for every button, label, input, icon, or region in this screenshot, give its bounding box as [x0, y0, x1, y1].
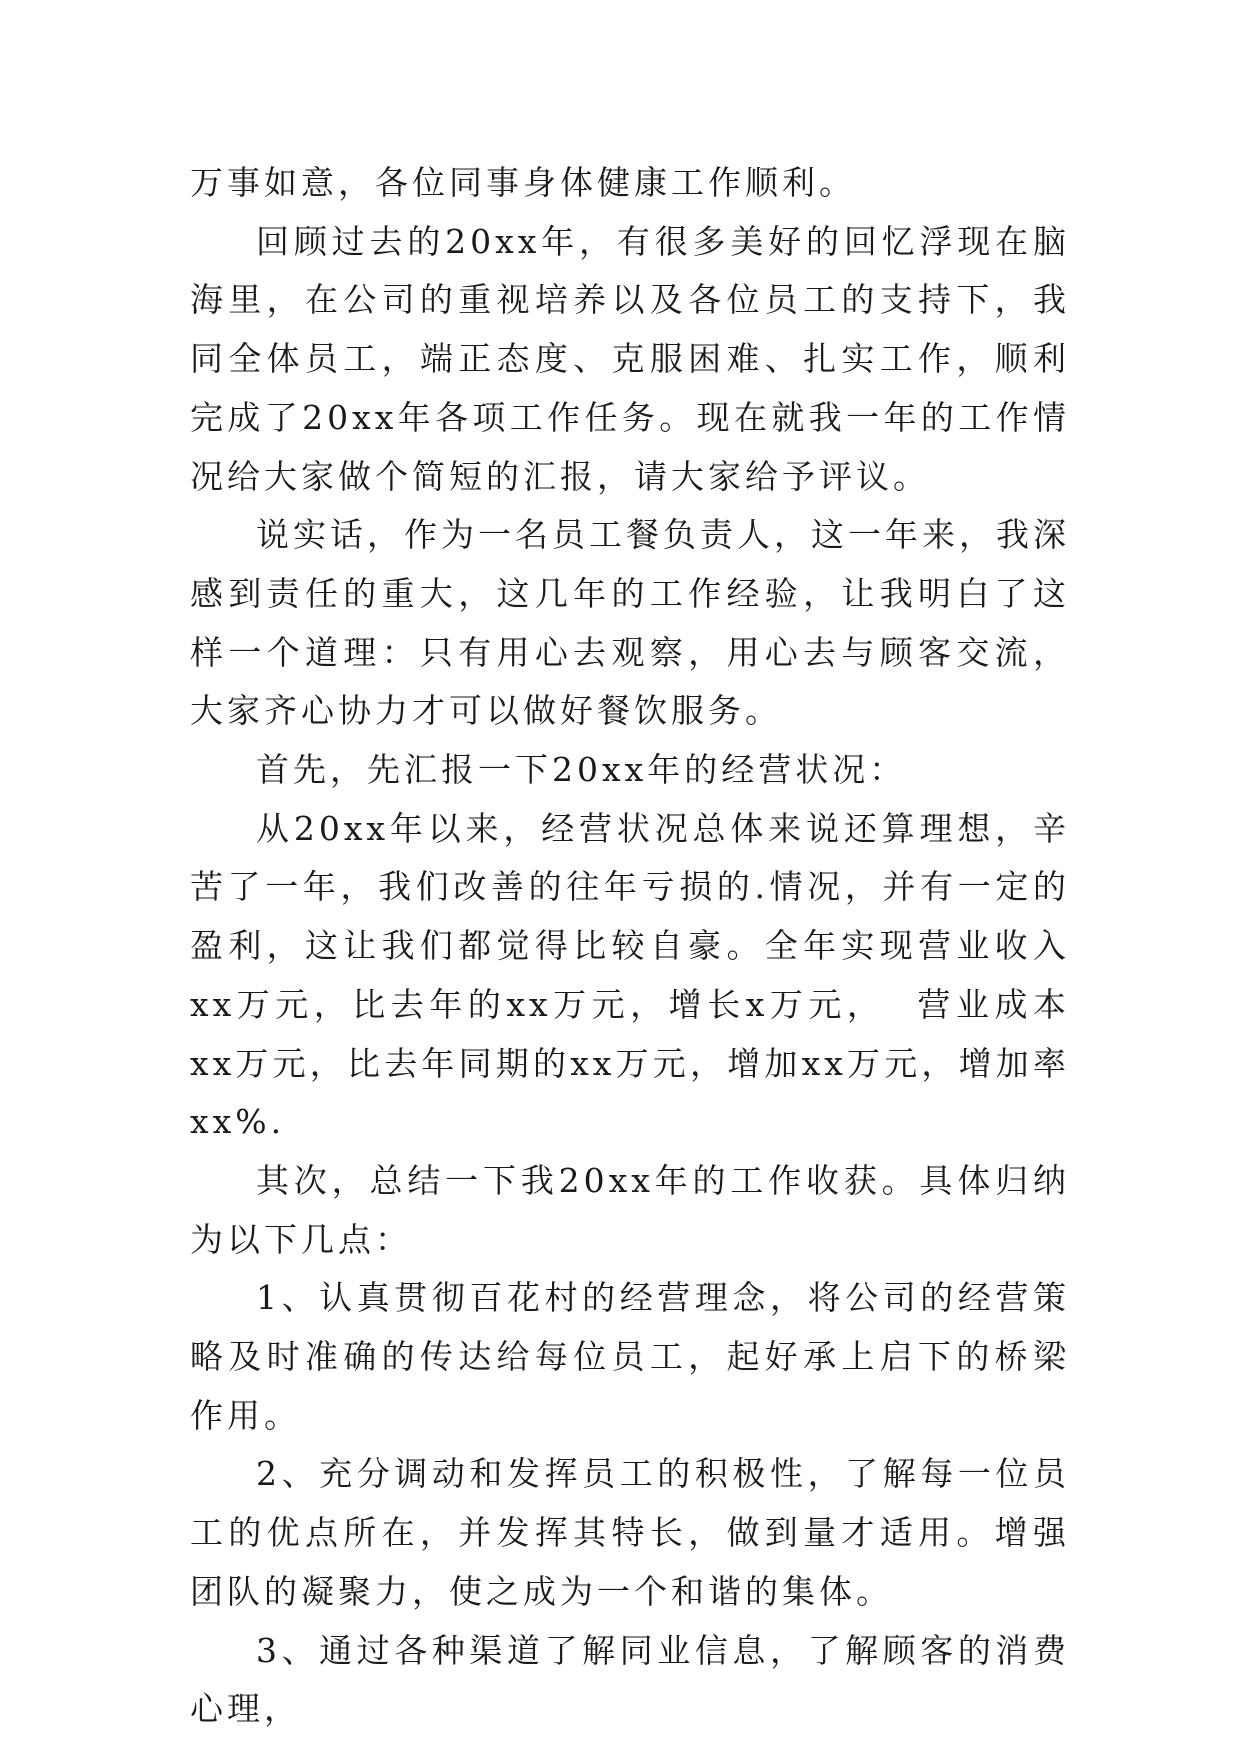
paragraph-1: 万事如意，各位同事身体健康工作顺利。	[190, 163, 856, 202]
paragraph-9: 3、通过各种渠道了解同业信息，了解顾客的消费心理，	[190, 1630, 1070, 1729]
paragraph-6: 其次，总结一下我20xx年的工作收获。具体归纳为以下几点：	[190, 1160, 1070, 1259]
paragraph-2: 回顾过去的20xx年，有很多美好的回忆浮现在脑海里，在公司的重视培养以及各位员工的支持下，我同全体员工，端正态度、克服困难、扎实工作，顺利完成了20xx年各项工作任务。现在就我一年的工作情况给大家做个简短的汇报，请大家给予评议。	[190, 221, 1070, 496]
paragraph-7: 1、认真贯彻百花村的经营理念，将公司的经营策略及时准确的传达给每位员工，起好承上启下的桥梁作用。	[190, 1278, 1070, 1435]
paragraph-4: 首先，先汇报一下20xx年的经营状况：	[256, 750, 907, 790]
paragraph-3: 说实话，作为一名员工餐负责人，这一年来，我深感到责任的重大，这几年的工作经验，让我明白了这样一个道理：只有用心去观察，用心去与顾客交流，大家齐心协力才可以做好餐饮服务。	[190, 515, 1070, 731]
document-body	[190, 154, 1070, 1739]
paragraph-8: 2、充分调动和发挥员工的积极性，了解每一位员工的优点所在，并发挥其特长，做到量才适用。增强团队的凝聚力，使之成为一个和谐的集体。	[190, 1454, 1070, 1611]
paragraph-5: 从20xx年以来，经营状况总体来说还算理想，辛苦了一年，我们改善的往年亏损的.情况，并有一定的盈利，这让我们都觉得比较自豪。全年实现营业收入xx万元，比去年的xx万元，增长x万元， 营业成本xx万元，比去年同期的xx万元，增加xx万元，增加率xx%.	[190, 808, 1070, 1142]
